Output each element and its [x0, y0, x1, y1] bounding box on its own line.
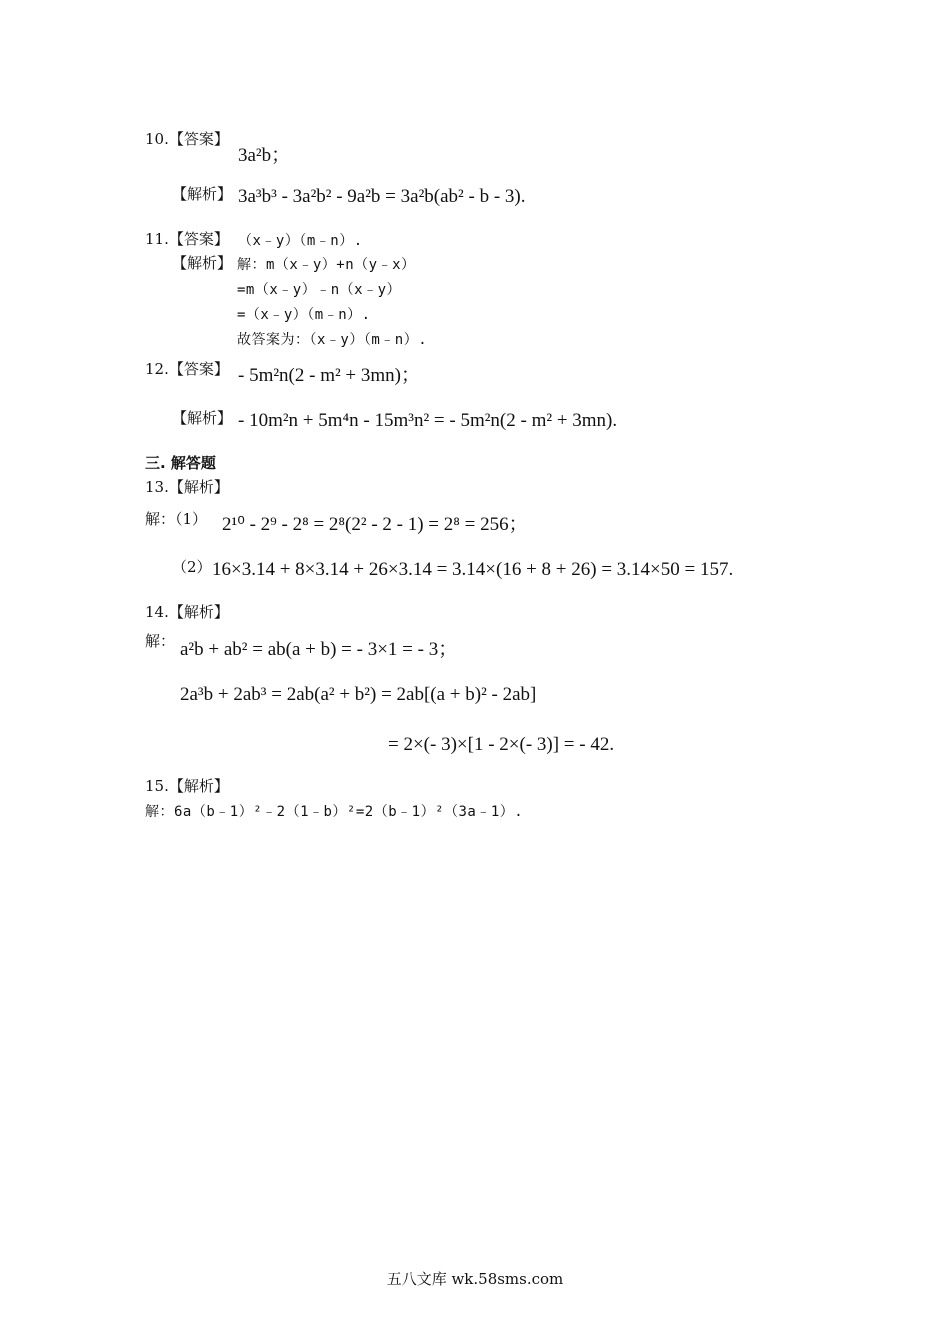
q10-analysis-label: 【解析】	[172, 185, 233, 203]
q12-label: 12.【答案】	[145, 360, 229, 378]
q13-part2: 16×3.14 + 8×3.14 + 26×3.14 = 3.14×(16 + 8 + 26) = 3.14×50 = 157.	[212, 559, 734, 580]
q13-part1: 2¹⁰ - 2⁹ - 2⁸ = 2⁸(2² - 2 - 1) = 2⁸ = 256；	[222, 514, 528, 535]
q11-label: 11.【答案】	[145, 230, 229, 248]
page-footer: 五八文库 wk.58sms.com	[386, 1270, 564, 1288]
q13-part2-label: （2）	[172, 558, 212, 576]
q13-label: 13.【解析】	[145, 478, 229, 496]
q11-answer: （x﹣y）（m﹣n）.	[238, 233, 363, 249]
section-heading: 三. 解答题	[145, 454, 216, 472]
q14-line2: 2a³b + 2ab³ = 2ab(a² + b²) = 2ab[(a + b)² - 2ab]	[180, 684, 537, 705]
q11-line3: =（x﹣y）（m﹣n）.	[237, 307, 371, 323]
q14-solve: 解：	[145, 632, 176, 650]
q10-analysis: 3a³b³ - 3a²b² - 9a²b = 3a²b(ab² - b - 3).	[238, 186, 526, 207]
q10-label: 10.【答案】	[145, 130, 229, 148]
q10-answer: 3a²b；	[238, 145, 291, 166]
q14-line3: = 2×(- 3)×[1 - 2×(- 3)] = - 42.	[388, 734, 615, 755]
q13-solve: 解：（1）	[145, 510, 208, 528]
q15-line1: 解：6a（b﹣1）²﹣2（1﹣b）²=2（b﹣1）²（3a﹣1）.	[145, 804, 524, 820]
q11-line2: =m（x﹣y）﹣n（x﹣y）	[237, 282, 402, 298]
q14-line1: a²b + ab² = ab(a + b) = - 3×1 = - 3；	[180, 639, 458, 660]
q12-analysis-label: 【解析】	[172, 409, 233, 427]
q11-analysis-label: 【解析】	[172, 254, 233, 272]
q14-label: 14.【解析】	[145, 603, 229, 621]
q15-label: 15.【解析】	[145, 777, 229, 795]
q12-answer: - 5m²n(2 - m² + 3mn)；	[238, 365, 421, 386]
q12-analysis: - 10m²n + 5m⁴n - 15m³n² = - 5m²n(2 - m² + 3mn).	[238, 410, 618, 431]
q11-line4: 故答案为：（x﹣y）（m﹣n）.	[237, 332, 428, 348]
q11-line1: 解：m（x﹣y）+n（y﹣x）	[237, 257, 416, 273]
